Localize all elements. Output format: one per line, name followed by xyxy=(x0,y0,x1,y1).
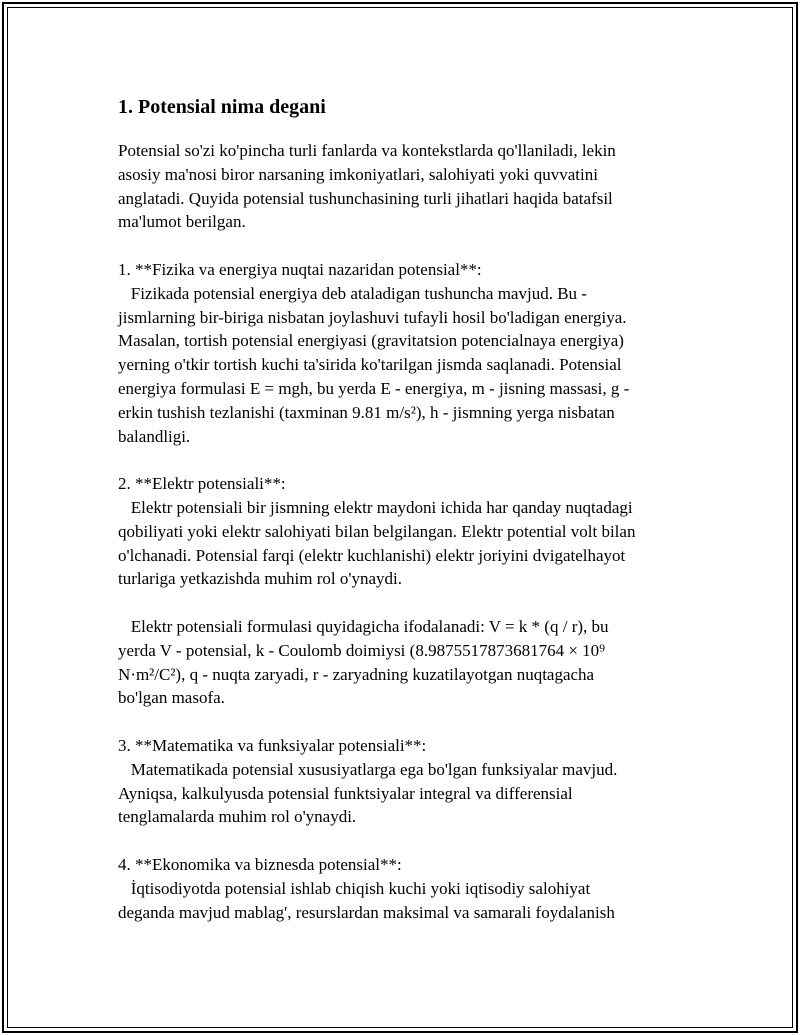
text-line: energiya formulasi E = mgh, bu yerda E - energiya, m - jisning massasi, g - xyxy=(118,378,630,398)
list-item-heading: 4. **Ekonomika va biznesda potensial**: xyxy=(118,854,402,874)
text-line: deganda mavjud mablag', resurslardan maksimal va samarali foydalanish xyxy=(118,902,615,922)
text-line: İqtisodiyotda potensial ishlab chiqish kuchi yoki iqtisodiy salohiyat xyxy=(118,878,591,898)
intro-paragraph xyxy=(118,139,718,234)
text-line: turlariga yetkazishda muhim rol o'ynaydi. xyxy=(118,569,402,589)
text-line: anglatadi. Quyida potensial tushunchasining turli jihatlari haqida batafsil xyxy=(118,188,613,208)
physics-section xyxy=(118,258,718,448)
text-line: Elektr potensiali bir jismning elektr maydoni ichida har qanday nuqtadagi xyxy=(118,497,633,517)
list-item-heading: 2. **Elektr potensiali**: xyxy=(118,474,286,494)
paragraph-spacer xyxy=(118,448,718,472)
text-line: balandligi. xyxy=(118,426,191,446)
text-line: N·m²/C²), q - nuqta zaryadi, r - zaryadning kuzatilayotgan nuqtagacha xyxy=(118,664,595,684)
text-line: Matematikada potensial xususiyatlarga ega bo'lgan funksiyalar mavjud. xyxy=(118,759,618,779)
text-line: ma'lumot berilgan. xyxy=(118,212,246,232)
document-body xyxy=(118,94,718,924)
text-line: tenglamalarda muhim rol o'ynaydi. xyxy=(118,807,357,827)
text-line: Fizikada potensial energiya deb ataladigan tushuncha mavjud. Bu - xyxy=(118,283,587,303)
text-line: asosiy ma'nosi biror narsaning imkoniyatlari, salohiyati yoki quvvatini xyxy=(118,164,598,184)
economics-section xyxy=(118,853,718,924)
paragraph-spacer xyxy=(118,591,718,615)
paragraph-spacer xyxy=(118,710,718,734)
text-line: bo'lgan masofa. xyxy=(118,688,225,708)
paragraph-spacer xyxy=(118,829,718,853)
text-line: o'lchanadi. Potensial farqi (elektr kuchlanishi) elektr joriyini dvigatelhayot xyxy=(118,545,626,565)
text-line: yerda V - potensial, k - Coulomb doimiysi (8.9875517873681764 × 10⁹ xyxy=(118,640,606,660)
list-item-heading: 1. **Fizika va energiya nuqtai nazaridan potensial**: xyxy=(118,259,482,279)
text-line: Masalan, tortish potensial energiyasi (gravitatsion potencialnaya energiya) xyxy=(118,331,624,351)
paragraph-spacer xyxy=(118,234,718,258)
text-line: jismlarning bir-biriga nisbatan joylashuvi tufayli hosil bo'ladigan energiya. xyxy=(118,307,627,327)
electric-formula-paragraph xyxy=(118,615,718,710)
text-line: yerning o'tkir tortish kuchi ta'sirida ko'tarilgan jismda saqlanadi. Potensial xyxy=(118,355,622,375)
electric-section xyxy=(118,472,718,591)
text-line: Elektr potensiali formulasi quyidagicha ifodalanadi: V = k * (q / r), bu xyxy=(118,616,609,636)
math-section xyxy=(118,734,718,829)
list-item-heading: 3. **Matematika va funksiyalar potensiali**: xyxy=(118,735,427,755)
text-line: qobiliyati yoki elektr salohiyati bilan belgilangan. Elektr potential volt bilan xyxy=(118,521,636,541)
text-line: erkin tushish tezlanishi (taxminan 9.81 m/s²), h - jismning yerga nisbatan xyxy=(118,402,615,422)
text-line: Potensial so'zi ko'pincha turli fanlarda va kontekstlarda qo'llaniladi, lekin xyxy=(118,141,616,160)
section-heading: 1. Potensial nima degani xyxy=(118,96,326,118)
text-line: Ayniqsa, kalkulyusda potensial funktsiyalar integral va differensial xyxy=(118,783,573,803)
